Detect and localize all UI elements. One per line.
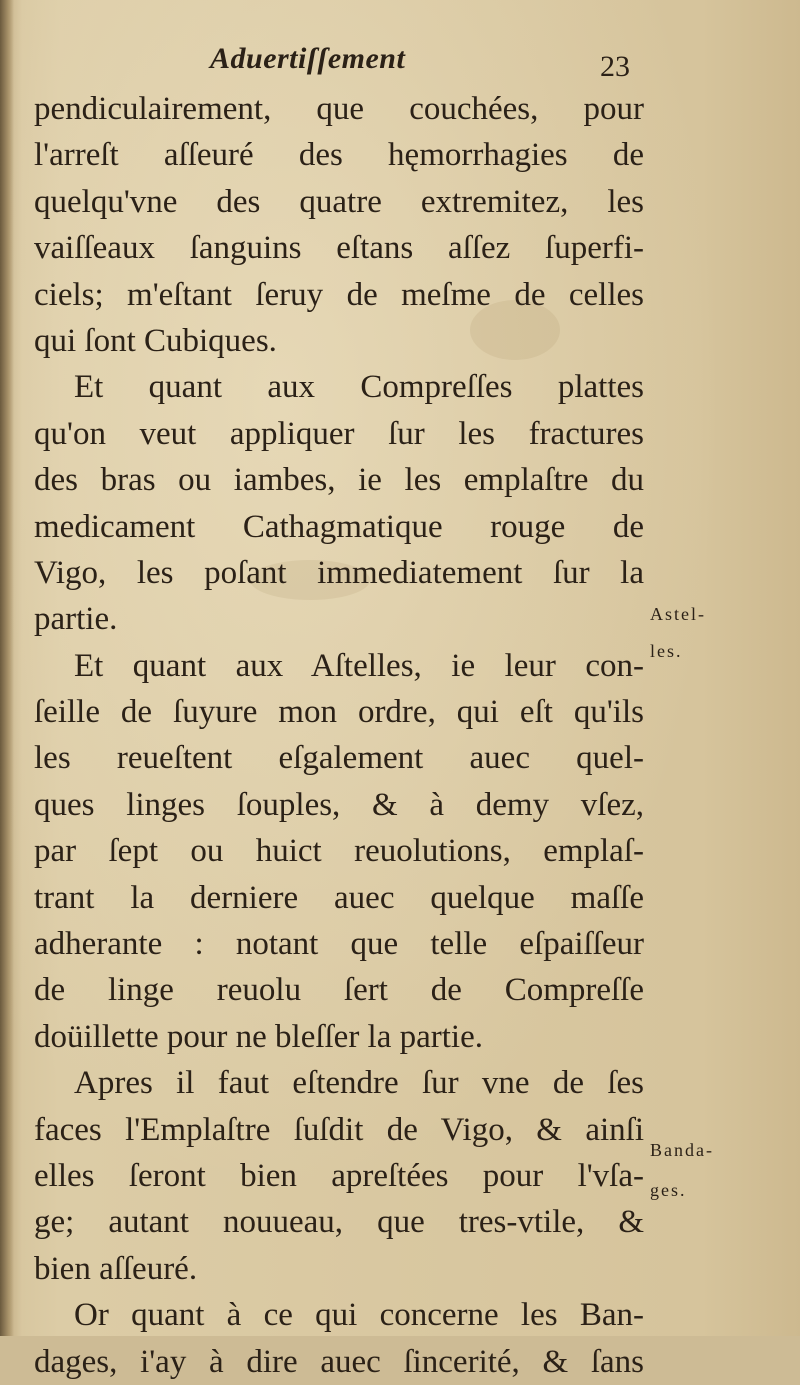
text-line: ge; autant nouueau, que tres-vtile, & [34,1204,644,1241]
text-line: medicament Cathagmatique rouge de [34,508,644,545]
margin-note-bandages-cont: ges. [650,1180,687,1200]
text-line: vaiſſeaux ſanguins eſtans aſſez ſuperfi- [34,230,644,267]
paragraph-start-line: Or quant à ce qui concerne les Ban- [74,1297,644,1334]
paragraph-start-line: Apres il faut eſtendre ſur vne de ſes [74,1065,644,1102]
margin-note-astelles: Astel- [650,604,706,624]
margin-note-bandages: Banda- [650,1140,714,1160]
text-block [24,86,644,1385]
text-line: quelqu'vne des quatre extremitez, les [34,183,644,220]
text-line: Vigo, les poſant immediatement ſur la [34,554,644,591]
margin-note-astelles-cont: les. [650,641,683,661]
text-line: des bras ou iambes, ie les emplaſtre du [34,462,644,499]
page-number: 23 [600,50,630,83]
text-line: bien aſſeuré. [34,1250,198,1287]
text-line: ques linges ſouples, & à demy vſez, [34,786,644,823]
paragraph-start-line: Et quant aux Aſtelles, ie leur con- [74,647,644,684]
text-line: faces l'Emplaſtre ſuſdit de Vigo, & ainſi [34,1111,644,1148]
text-line: elles ſeront bien apreſtées pour l'vſa- [34,1157,644,1194]
page-gutter-shadow [0,0,14,1336]
text-line: de linge reuolu ſert de Compreſſe [34,972,644,1009]
text-line: trant la derniere auec quelque maſſe [34,879,644,916]
text-line: pendiculairement, que couchées, pour [34,91,644,127]
paragraph-start-line: Et quant aux Compreſſes plattes [74,369,644,406]
text-line: par ſept ou huict reuolutions, emplaſ- [34,833,644,870]
text-line: qu'on veut appliquer ſur les fractures [34,415,644,452]
text-line: les reueſtent eſgalement auec quel- [34,740,644,777]
text-line: adherante : notant que telle eſpaiſſeur [34,926,644,963]
text-line: partie. [34,601,118,638]
text-line: l'arreſt aſſeuré des hęmorrhagies de [34,137,644,174]
running-head-title: Aduertiſſement [210,42,406,75]
text-line: doüillette pour ne bleſſer la partie. [34,1018,483,1055]
text-line: qui ſont Cubiques. [34,322,277,359]
text-line: ſeille de ſuyure mon ordre, qui eſt qu'ils [34,694,644,731]
text-line: dages, i'ay à dire auec ſincerité, & ſans [34,1343,644,1380]
text-line: ciels; m'eſtant ſeruy de meſme de celles [34,276,644,313]
